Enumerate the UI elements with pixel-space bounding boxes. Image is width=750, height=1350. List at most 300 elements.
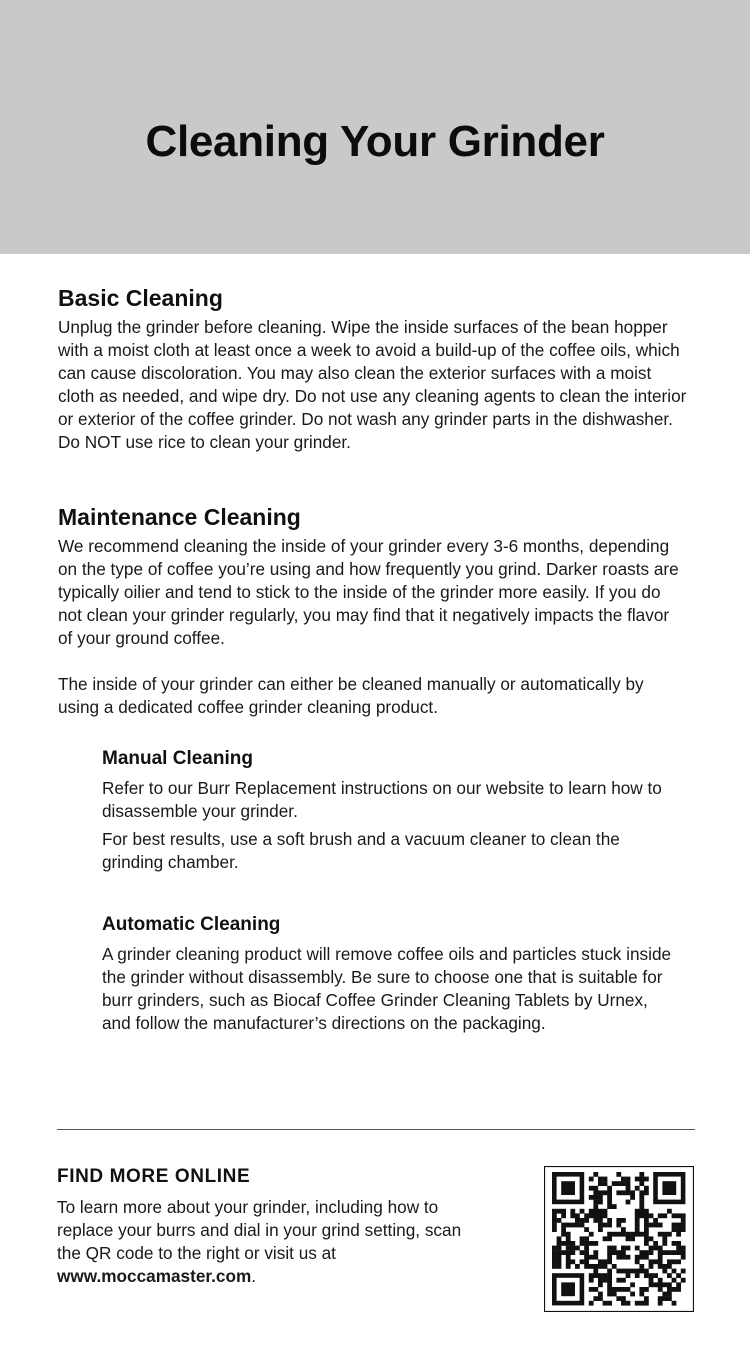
qr-module [672, 1223, 677, 1228]
qr-module [644, 1177, 649, 1182]
qr-module [561, 1223, 566, 1228]
qr-module [676, 1227, 681, 1232]
qr-module [607, 1218, 612, 1223]
qr-module [676, 1259, 681, 1264]
qr-module [626, 1236, 631, 1241]
qr-module [593, 1200, 598, 1205]
qr-module [598, 1195, 603, 1200]
qr-module [561, 1241, 566, 1246]
qr-module [616, 1190, 621, 1195]
qr-module [612, 1264, 617, 1269]
qr-module [593, 1190, 598, 1195]
qr-module [635, 1269, 640, 1274]
qr-module [672, 1301, 677, 1306]
qr-module [649, 1213, 654, 1218]
qr-module [649, 1236, 654, 1241]
qr-module [635, 1213, 640, 1218]
qr-module [616, 1250, 621, 1255]
qr-module [662, 1181, 676, 1195]
qr-module [607, 1190, 612, 1195]
qr-module [616, 1278, 621, 1283]
qr-module [681, 1227, 686, 1232]
qr-module [589, 1209, 594, 1214]
qr-module [658, 1301, 663, 1306]
qr-module [626, 1301, 631, 1306]
qr-module [589, 1232, 594, 1237]
qr-module [584, 1218, 589, 1223]
qr-module [621, 1218, 626, 1223]
qr-module [589, 1177, 594, 1182]
qr-module [635, 1218, 640, 1223]
qr-module [580, 1250, 585, 1255]
qr-module [552, 1223, 557, 1228]
qr-module [639, 1287, 644, 1292]
qr-module [575, 1218, 580, 1223]
qr-module [630, 1282, 635, 1287]
qr-module [616, 1172, 621, 1177]
qr-module [649, 1282, 654, 1287]
qr-module [644, 1232, 649, 1237]
qr-module [593, 1296, 598, 1301]
qr-module [616, 1269, 621, 1274]
qr-module [570, 1246, 575, 1251]
qr-module [557, 1246, 562, 1251]
qr-module [676, 1282, 681, 1287]
qr-module [561, 1232, 566, 1237]
qr-module [672, 1287, 677, 1292]
qr-module [621, 1255, 626, 1260]
qr-module [580, 1236, 585, 1241]
qr-module [607, 1250, 612, 1255]
qr-module [584, 1255, 589, 1260]
qr-module [603, 1181, 608, 1186]
qr-module [607, 1236, 612, 1241]
qr-module [593, 1204, 598, 1209]
qr-module [681, 1269, 686, 1274]
qr-module [557, 1241, 562, 1246]
qr-module [644, 1218, 649, 1223]
qr-module [589, 1195, 594, 1200]
manual-cleaning-tip: For best results, use a soft brush and a vacuum cleaner to clean the grinding chamber. [102, 829, 620, 872]
qr-module [667, 1287, 672, 1292]
qr-module [557, 1209, 562, 1214]
qr-module [616, 1181, 621, 1186]
qr-module [557, 1255, 562, 1260]
qr-module [644, 1255, 649, 1260]
qr-module [653, 1273, 658, 1278]
qr-module [598, 1213, 603, 1218]
qr-module [607, 1269, 612, 1274]
qr-module [676, 1232, 681, 1237]
qr-module [598, 1181, 603, 1186]
qr-module [612, 1204, 617, 1209]
qr-module [630, 1269, 635, 1274]
qr-module [603, 1273, 608, 1278]
manual-cleaning-text: Refer to our Burr Replacement instructions on our website to learn how to disassemble your grinder. [102, 778, 662, 821]
qr-module [626, 1200, 631, 1205]
qr-module [667, 1273, 672, 1278]
qr-module [662, 1213, 667, 1218]
qr-module [570, 1223, 575, 1228]
qr-module [580, 1241, 585, 1246]
qr-module [630, 1292, 635, 1297]
qr-module [621, 1177, 626, 1182]
qr-module [658, 1259, 663, 1264]
qr-module [603, 1236, 608, 1241]
qr-module [561, 1213, 566, 1218]
qr-module [593, 1255, 598, 1260]
qr-module [662, 1264, 667, 1269]
qr-module [635, 1301, 640, 1306]
qr-module [612, 1246, 617, 1251]
qr-module [630, 1195, 635, 1200]
find-more-text [57, 1196, 477, 1288]
qr-module [607, 1301, 612, 1306]
qr-module [644, 1269, 649, 1274]
qr-module [658, 1213, 663, 1218]
qr-module [621, 1278, 626, 1283]
qr-module [653, 1282, 658, 1287]
qr-module [598, 1259, 603, 1264]
qr-module [580, 1209, 585, 1214]
qr-module [621, 1246, 626, 1251]
qr-module [639, 1301, 644, 1306]
qr-module [607, 1195, 612, 1200]
qr-module [552, 1227, 557, 1232]
qr-module [598, 1264, 603, 1269]
website-link[interactable]: www.moccamaster.com [57, 1266, 252, 1286]
qr-module [626, 1273, 631, 1278]
find-more-body: To learn more about your grinder, including how to replace your burrs and dial in your grind setting, scan the QR code to the right or visit us at [57, 1197, 462, 1263]
qr-module [616, 1218, 621, 1223]
qr-module [598, 1209, 603, 1214]
qr-module [653, 1241, 658, 1246]
qr-module [603, 1259, 608, 1264]
qr-module [621, 1232, 626, 1237]
qr-module [644, 1223, 649, 1228]
qr-module [635, 1246, 640, 1251]
qr-module [584, 1246, 589, 1251]
qr-module [570, 1250, 575, 1255]
maintenance-cleaning-section [58, 502, 688, 719]
qr-module [598, 1190, 603, 1195]
qr-module [607, 1204, 612, 1209]
qr-module [584, 1259, 589, 1264]
qr-module [589, 1264, 594, 1269]
qr-module [649, 1223, 654, 1228]
qr-module [653, 1218, 658, 1223]
qr-module [552, 1255, 557, 1260]
qr-module [589, 1255, 594, 1260]
qr-module [662, 1241, 667, 1246]
qr-module [676, 1273, 681, 1278]
qr-module [593, 1241, 598, 1246]
qr-module [626, 1269, 631, 1274]
automatic-cleaning-section [102, 912, 677, 1035]
qr-module [667, 1264, 672, 1269]
qr-module [639, 1181, 644, 1186]
qr-module [607, 1273, 612, 1278]
qr-module [658, 1232, 663, 1237]
qr-module [649, 1278, 654, 1283]
qr-module [612, 1292, 617, 1297]
qr-module [644, 1209, 649, 1214]
qr-module [681, 1250, 686, 1255]
qr-module [616, 1296, 621, 1301]
qr-module [639, 1292, 644, 1297]
qr-module [557, 1250, 562, 1255]
qr-module [639, 1250, 644, 1255]
qr-module [658, 1296, 663, 1301]
qr-module [635, 1186, 640, 1191]
qr-module [681, 1218, 686, 1223]
qr-module [589, 1241, 594, 1246]
find-more-online-section [57, 1164, 477, 1288]
qr-module [681, 1278, 686, 1283]
qr-module [658, 1287, 663, 1292]
qr-module [621, 1250, 626, 1255]
qr-module [630, 1232, 635, 1237]
qr-module [603, 1301, 608, 1306]
qr-module [635, 1177, 640, 1182]
qr-module [598, 1273, 603, 1278]
qr-module [649, 1259, 654, 1264]
qr-module [575, 1223, 580, 1228]
qr-module [635, 1259, 640, 1264]
qr-module [644, 1296, 649, 1301]
qr-module [626, 1246, 631, 1251]
qr-module [681, 1255, 686, 1260]
qr-module [603, 1177, 608, 1182]
qr-module [607, 1246, 612, 1251]
qr-module [557, 1236, 562, 1241]
qr-module [621, 1181, 626, 1186]
qr-module [593, 1213, 598, 1218]
qr-code-icon[interactable] [544, 1166, 694, 1312]
qr-module [635, 1273, 640, 1278]
qr-module [598, 1223, 603, 1228]
qr-module [667, 1259, 672, 1264]
qr-module [616, 1287, 621, 1292]
qr-module [598, 1177, 603, 1182]
qr-module [649, 1273, 654, 1278]
qr-module [598, 1200, 603, 1205]
find-more-heading: FIND MORE ONLINE [57, 1166, 251, 1187]
qr-module [561, 1227, 566, 1232]
qr-module [575, 1246, 580, 1251]
qr-module [630, 1190, 635, 1195]
qr-module [630, 1236, 635, 1241]
qr-module [667, 1250, 672, 1255]
qr-module [672, 1250, 677, 1255]
qr-module [575, 1213, 580, 1218]
qr-module [621, 1301, 626, 1306]
qr-module [658, 1246, 663, 1251]
qr-module [607, 1255, 612, 1260]
qr-module [626, 1232, 631, 1237]
qr-module [603, 1213, 608, 1218]
qr-module [603, 1209, 608, 1214]
manual-cleaning-section [102, 746, 677, 874]
qr-module [662, 1236, 667, 1241]
qr-module [639, 1177, 644, 1182]
qr-module [644, 1273, 649, 1278]
qr-module [662, 1282, 667, 1287]
qr-module [672, 1241, 677, 1246]
qr-module [676, 1223, 681, 1228]
qr-module [616, 1232, 621, 1237]
qr-module [667, 1292, 672, 1297]
qr-module [607, 1200, 612, 1205]
qr-module [598, 1278, 603, 1283]
qr-module [662, 1296, 667, 1301]
qr-module [607, 1287, 612, 1292]
qr-module [676, 1213, 681, 1218]
qr-module [603, 1264, 608, 1269]
qr-module [672, 1269, 677, 1274]
qr-module [639, 1195, 644, 1200]
qr-module [603, 1190, 608, 1195]
qr-module [593, 1269, 598, 1274]
qr-module [566, 1241, 571, 1246]
qr-module [589, 1213, 594, 1218]
qr-module [672, 1227, 677, 1232]
qr-module [667, 1232, 672, 1237]
qr-module [607, 1292, 612, 1297]
qr-module [557, 1264, 562, 1269]
qr-module [649, 1264, 654, 1269]
qr-module [681, 1246, 686, 1251]
qr-module [566, 1246, 571, 1251]
qr-module [635, 1255, 640, 1260]
qr-module [639, 1200, 644, 1205]
maintenance-cleaning-text: We recommend cleaning the inside of your grinder every 3-6 months, depending on the type of coffee you’re using and how frequently you grind. Darker roasts are typically oilier and tend to stick to the inside of the grinder more easily. If you do not clean your grinder regularly, you may find that it negatively impacts the flavor of your ground coffee. [58, 536, 679, 648]
header-banner [0, 0, 750, 254]
qr-module [607, 1186, 612, 1191]
qr-module [644, 1227, 649, 1232]
qr-module [621, 1287, 626, 1292]
qr-module [612, 1287, 617, 1292]
qr-module [626, 1287, 631, 1292]
qr-module [566, 1250, 571, 1255]
qr-module [621, 1190, 626, 1195]
qr-module [566, 1232, 571, 1237]
qr-module [580, 1218, 585, 1223]
qr-module [658, 1223, 663, 1228]
qr-module [662, 1292, 667, 1297]
qr-module [658, 1264, 663, 1269]
qr-module [575, 1264, 580, 1269]
qr-module [584, 1241, 589, 1246]
qr-module [612, 1250, 617, 1255]
qr-module [681, 1213, 686, 1218]
manual-cleaning-heading: Manual Cleaning [102, 748, 253, 769]
qr-module [580, 1223, 585, 1228]
qr-module [662, 1232, 667, 1237]
page-title: Cleaning Your Grinder [145, 117, 605, 166]
qr-module [676, 1250, 681, 1255]
qr-module [639, 1255, 644, 1260]
qr-module [603, 1278, 608, 1283]
qr-module [672, 1213, 677, 1218]
qr-module [607, 1278, 612, 1283]
qr-module [566, 1223, 571, 1228]
qr-module [639, 1269, 644, 1274]
qr-module [676, 1246, 681, 1251]
qr-module [681, 1223, 686, 1228]
qr-module [552, 1209, 557, 1214]
basic-cleaning-heading: Basic Cleaning [58, 285, 223, 311]
qr-module [612, 1181, 617, 1186]
qr-module [635, 1223, 640, 1228]
qr-module [644, 1190, 649, 1195]
qr-module [589, 1287, 594, 1292]
qr-module [598, 1227, 603, 1232]
qr-module [561, 1250, 566, 1255]
maintenance-cleaning-heading: Maintenance Cleaning [58, 504, 301, 530]
qr-module [616, 1255, 621, 1260]
qr-module [635, 1227, 640, 1232]
qr-module [639, 1172, 644, 1177]
qr-module [626, 1181, 631, 1186]
qr-module [662, 1250, 667, 1255]
qr-module [598, 1292, 603, 1297]
qr-module [593, 1186, 598, 1191]
qr-module [598, 1296, 603, 1301]
qr-module [621, 1296, 626, 1301]
qr-module [612, 1232, 617, 1237]
qr-module [653, 1246, 658, 1251]
qr-module [561, 1209, 566, 1214]
qr-module [584, 1264, 589, 1269]
qr-module [598, 1218, 603, 1223]
section-divider [57, 1129, 695, 1130]
qr-module [635, 1209, 640, 1214]
qr-module [667, 1296, 672, 1301]
maintenance-cleaning-options-text: The inside of your grinder can either be cleaned manually or automatically by using a dedicated coffee grinder cleaning product. [58, 674, 644, 717]
qr-module [552, 1246, 557, 1251]
qr-module [593, 1218, 598, 1223]
qr-module [598, 1282, 603, 1287]
qr-module [589, 1301, 594, 1306]
qr-module [639, 1232, 644, 1237]
qr-module [566, 1259, 571, 1264]
qr-module [570, 1213, 575, 1218]
qr-module [552, 1218, 557, 1223]
qr-module [653, 1223, 658, 1228]
qr-module [639, 1204, 644, 1209]
qr-module [552, 1264, 557, 1269]
qr-module [639, 1213, 644, 1218]
qr-module [658, 1282, 663, 1287]
qr-module [658, 1255, 663, 1260]
qr-module [644, 1287, 649, 1292]
qr-module [621, 1227, 626, 1232]
qr-module [626, 1255, 631, 1260]
qr-module [616, 1223, 621, 1228]
qr-module [593, 1195, 598, 1200]
qr-module [570, 1241, 575, 1246]
qr-module [644, 1213, 649, 1218]
qr-module [593, 1250, 598, 1255]
qr-module [639, 1209, 644, 1214]
qr-module [566, 1264, 571, 1269]
qr-module [593, 1209, 598, 1214]
qr-module [639, 1190, 644, 1195]
qr-module [584, 1236, 589, 1241]
qr-module [607, 1232, 612, 1237]
qr-module [557, 1218, 562, 1223]
